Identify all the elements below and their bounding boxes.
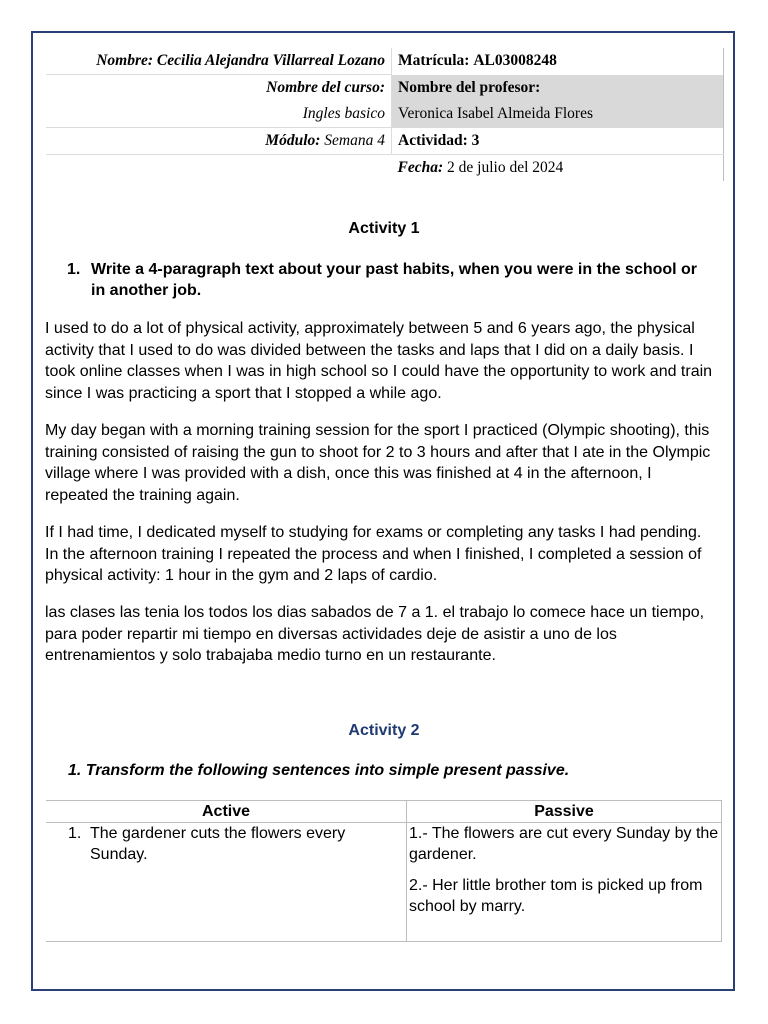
matricula-cell [392,48,724,75]
paragraph-2: My day began with a morning training session for the sport I practiced (Olympic shooting), this training consisted of raising the gun to shoot for 2 to 3 hours and after that I ate in the Olympic village where I was provided with a dish, once this was finished at 4 in the afternoon, I repeated the training again. [45,422,711,504]
active-number: 1. [68,825,82,842]
student-name-cell [46,48,392,75]
modulo-value: Semana 4 [324,132,385,149]
profesor-label-cell [392,75,724,102]
nombre-value: Cecilia Alejandra Villarreal Lozano [156,52,385,69]
matricula-value: AL03008248 [473,52,557,70]
nombre-label: Nombre: [96,52,154,69]
activity1-question [67,259,707,301]
profesor-label: Nombre del profesor: [398,78,541,96]
paragraph-3: If I had time, I dedicated myself to studying for exams or completing any tasks I had pending. In the afternoon training I repeated the process and when I finished, I completed a session of physical activity: 1 hour in the gym and 2 laps of cardio. [45,524,702,584]
curso-value-cell [46,101,392,128]
passive-sentence-2: 2.- Her little brother tom is picked up from school by marry. [409,877,703,915]
header-table [46,48,724,181]
passive-sentence-1: 1.- The flowers are cut every Sunday by the gardener. [409,825,719,863]
actividad-value: 3 [471,131,480,149]
activity2-question: 1. Transform the following sentences into simple present passive. [68,762,570,779]
profesor-value-cell [392,101,724,128]
passive-table [46,800,722,942]
curso-label: Nombre del curso: [266,79,385,96]
active-sentence: The gardener cuts the flowers every Sunday. [90,825,346,863]
empty-cell [46,155,392,182]
active-cell [46,823,407,942]
question-number: 1. [67,261,81,278]
header-active: Active [46,801,407,823]
activity2-title: Activity 2 [348,722,420,739]
fecha-label: Fecha: [397,159,444,176]
matricula-label: Matrícula: [398,52,470,70]
actividad-cell [392,128,724,155]
header-passive: Passive [407,801,722,823]
passive-cell [407,823,722,942]
actividad-label: Actividad: [398,131,468,149]
fecha-value: 2 de julio del 2024 [447,159,564,176]
paragraph-1: I used to do a lot of physical activity, approximately between 5 and 6 years ago, the physical activity that I used to do was divided between the tasks and laps that I did on a daily basis. I took online classes when I was in high school so I could have the opportunity to work and train since I was practicing a sport that I stopped a while ago. [45,320,713,402]
modulo-label: Módulo: [265,132,321,149]
paragraph-4: las clases las tenia los todos los dias sabados de 7 a 1. el trabajo lo comece hace un tiempo, para poder repartir mi tiempo en diversas actividades deje de asistir a uno de los entrenamientos y solo trabajaba medio turno en un restaurante. [45,604,705,664]
fecha-cell [392,155,724,182]
modulo-cell [46,128,392,155]
profesor-value: Veronica Isabel Almeida Flores [398,105,593,123]
activity1-title: Activity 1 [348,220,420,237]
curso-label-cell [46,75,392,102]
curso-value: Ingles basico [302,105,385,122]
question-text: Write a 4-paragraph text about your past habits, when you were in the school or in another job. [91,261,698,299]
